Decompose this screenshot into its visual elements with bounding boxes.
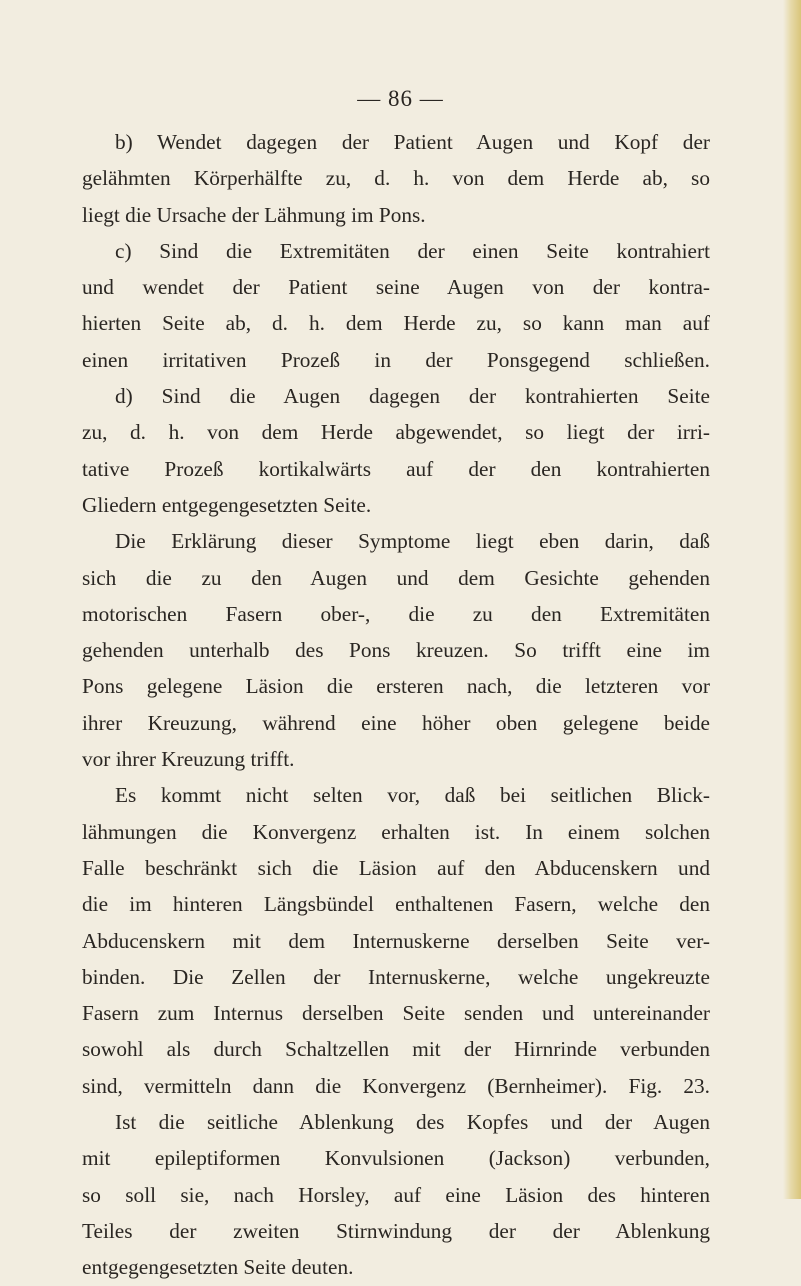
text-line: binden. Die Zellen der Internuskerne, welche ungekreuzte: [82, 964, 710, 989]
text-line: ihrer Kreuzung, während eine höher oben gelegene beide: [82, 710, 710, 735]
text-line: Ist die seitliche Ablenkung des Kopfes und der Augen: [115, 1110, 710, 1135]
page-edge-shading: [783, 0, 801, 1199]
text-line: Gliedern entgegengesetzten Seite.: [82, 492, 372, 517]
text-line: hierten Seite ab, d. h. dem Herde zu, so kann man auf: [82, 311, 710, 336]
text-line: Es kommt nicht selten vor, daß bei seitlichen Blick-: [115, 783, 710, 808]
text-line: d) Sind die Augen dagegen der kontrahierten Seite: [115, 384, 710, 409]
text-line: und wendet der Patient seine Augen von der kontra-: [82, 275, 710, 300]
text-line: lähmungen die Konvergenz erhalten ist. In einem solchen: [82, 819, 710, 844]
text-line: einen irritativen Prozeß in der Ponsgegend schließen.: [82, 347, 710, 372]
text-line: sind, vermitteln dann die Konvergenz (Bernheimer). Fig. 23.: [82, 1073, 710, 1098]
text-line: tative Prozeß kortikalwärts auf der den kontrahierten: [82, 456, 710, 481]
text-line: Abducenskern mit dem Internuskerne derselben Seite ver-: [82, 928, 710, 953]
text-line: Die Erklärung dieser Symptome liegt eben darin, daß: [115, 529, 710, 554]
text-line: entgegengesetzten Seite deuten.: [82, 1255, 354, 1280]
text-line: gelähmten Körperhälfte zu, d. h. von dem Herde ab, so: [82, 166, 710, 191]
text-line: gehenden unterhalb des Pons kreuzen. So trifft eine im: [82, 638, 710, 663]
text-line: sich die zu den Augen und dem Gesichte gehenden: [82, 565, 710, 590]
text-line: Pons gelegene Läsion die ersteren nach, die letzteren vor: [82, 674, 710, 699]
text-line: sowohl als durch Schaltzellen mit der Hirnrinde verbunden: [82, 1037, 710, 1062]
text-line: b) Wendet dagegen der Patient Augen und Kopf der: [115, 130, 710, 154]
text-line: Teiles der zweiten Stirnwindung der der Ablenkung: [82, 1218, 710, 1243]
text-line: die im hinteren Längsbündel enthaltenen Fasern, welche den: [82, 892, 710, 917]
page-number: — 86 —: [357, 86, 444, 111]
text-line: vor ihrer Kreuzung trifft.: [82, 747, 295, 772]
text-line: liegt die Ursache der Lähmung im Pons.: [82, 202, 426, 227]
text-line: mit epileptiformen Konvulsionen (Jackson) verbunden,: [82, 1146, 710, 1171]
text-line: Falle beschränkt sich die Läsion auf den Abducenskern und: [82, 855, 710, 880]
body-text: [82, 124, 710, 1286]
text-line: c) Sind die Extremitäten der einen Seite kontrahiert: [115, 238, 710, 263]
text-line: motorischen Fasern ober-, die zu den Extremitäten: [82, 601, 710, 626]
text-line: so soll sie, nach Horsley, auf eine Läsion des hinteren: [82, 1182, 710, 1207]
text-line: Fasern zum Internus derselben Seite senden und untereinander: [82, 1001, 710, 1026]
text-line: zu, d. h. von dem Herde abgewendet, so liegt der irri-: [82, 420, 710, 445]
